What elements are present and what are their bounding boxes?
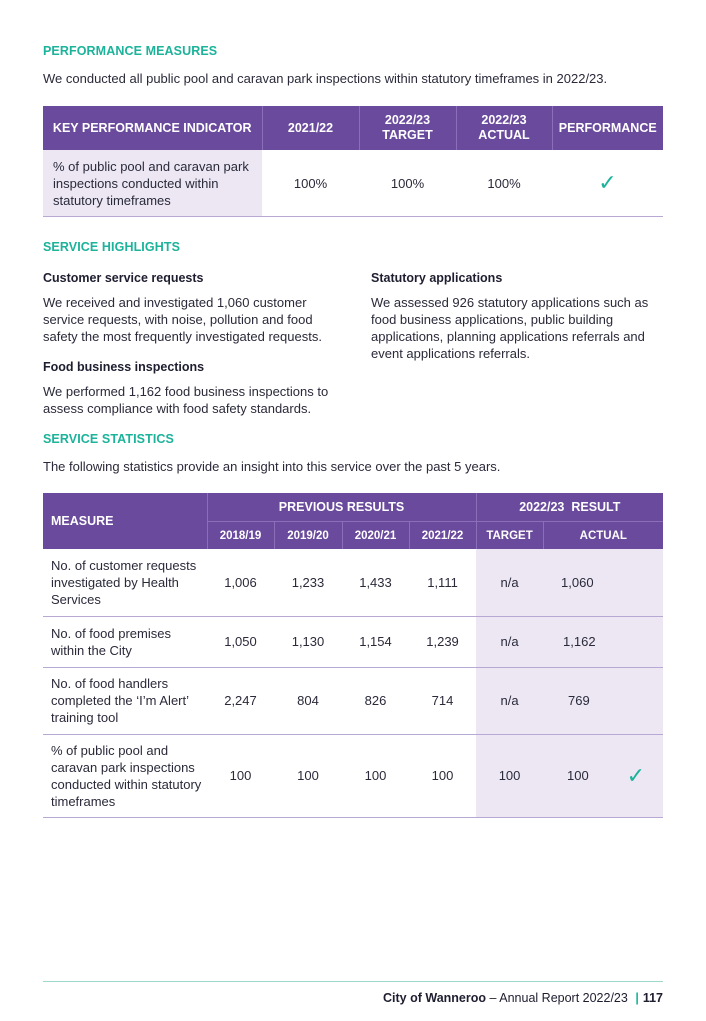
stats-value: 100 <box>342 734 409 817</box>
stats-actual: 100 <box>567 768 589 783</box>
stats-value: 1,006 <box>207 549 274 616</box>
stats-header-year: 2020/21 <box>342 522 409 550</box>
kpi-header-indicator: KEY PERFORMANCE INDICATOR <box>43 106 262 150</box>
footer-divider <box>43 981 663 982</box>
highlights-heading: SERVICE HIGHLIGHTS <box>43 240 181 254</box>
statutory-applications-text: We assessed 926 statutory applications such as food business applications, public building applications, planning applications referrals and event applications referrals. <box>371 295 649 361</box>
page-number: 117 <box>642 991 663 1005</box>
stats-value: 1,239 <box>409 616 476 667</box>
table-row <box>43 667 663 734</box>
kpi-row <box>43 150 663 217</box>
stats-target: n/a <box>476 549 543 616</box>
statutory-applications-title: Statutory applications <box>371 271 503 285</box>
stats-target: 100 <box>476 734 543 817</box>
kpi-indicator: % of public pool and caravan park inspections conducted within statutory timeframes <box>43 150 262 217</box>
stats-header-actual: ACTUAL <box>543 522 663 550</box>
food-inspections-text: We performed 1,162 food business inspections to assess compliance with food safety standards. <box>43 384 329 416</box>
statistics-intro: The following statistics provide an insight into this service over the past 5 years. <box>43 459 501 474</box>
stats-value: 1,050 <box>207 616 274 667</box>
stats-actual: 1,162 <box>543 616 663 667</box>
kpi-header-target <box>359 106 456 150</box>
footer-org: City of Wanneroo <box>383 991 487 1005</box>
stats-value: 804 <box>274 667 342 734</box>
kpi-header-actual-label: 2022/23 ACTUAL <box>478 113 530 142</box>
statistics-table <box>43 493 663 818</box>
stats-target: n/a <box>476 616 543 667</box>
stats-value: 1,233 <box>274 549 342 616</box>
stats-value: 100 <box>409 734 476 817</box>
table-row <box>43 734 663 817</box>
page-footer <box>383 991 663 1005</box>
performance-heading: PERFORMANCE MEASURES <box>43 44 218 58</box>
footer-dash: – <box>489 991 497 1005</box>
footer-separator: | <box>635 991 639 1005</box>
kpi-header-2021-22: 2021/22 <box>262 106 359 150</box>
stats-header-row-1 <box>43 493 663 522</box>
stats-header-previous: PREVIOUS RESULTS <box>207 493 476 522</box>
kpi-table <box>43 106 663 217</box>
checkmark-icon: ✓ <box>626 762 646 788</box>
stats-header-measure: MEASURE <box>43 493 207 549</box>
kpi-actual-value: 100% <box>456 150 552 217</box>
customer-requests-text: We received and investigated 1,060 customer service requests, with noise, pollution and food safety the most frequently investigated requests. <box>43 295 322 344</box>
stats-value: 2,247 <box>207 667 274 734</box>
stats-value: 1,111 <box>409 549 476 616</box>
stats-value: 100 <box>274 734 342 817</box>
table-row <box>43 549 663 616</box>
stats-value: 1,433 <box>342 549 409 616</box>
food-inspections-title: Food business inspections <box>43 360 205 374</box>
stats-actual: 769 <box>543 667 663 734</box>
stats-header-year: 2019/20 <box>274 522 342 550</box>
kpi-performance <box>552 150 663 217</box>
stats-value: 1,130 <box>274 616 342 667</box>
stats-value: 100 <box>207 734 274 817</box>
footer-report-title: Annual Report 2022/23 <box>499 991 628 1005</box>
stats-header-year: 2018/19 <box>207 522 274 550</box>
kpi-header-row <box>43 106 663 150</box>
stats-measure: % of public pool and caravan park inspections conducted within statutory timeframes <box>43 734 207 817</box>
kpi-2021-22-value: 100% <box>262 150 359 217</box>
table-row <box>43 616 663 667</box>
statistics-heading: SERVICE STATISTICS <box>43 432 174 446</box>
stats-header-target: TARGET <box>476 522 543 550</box>
kpi-header-performance: PERFORMANCE <box>552 106 663 150</box>
stats-measure: No. of food premises within the City <box>43 616 207 667</box>
stats-target: n/a <box>476 667 543 734</box>
customer-requests-title: Customer service requests <box>43 271 204 285</box>
stats-actual: 1,060 <box>543 549 663 616</box>
stats-header-result: 2022/23 RESULT <box>476 493 663 522</box>
checkmark-icon: ✓ <box>598 170 617 195</box>
stats-value: 826 <box>342 667 409 734</box>
stats-value: 714 <box>409 667 476 734</box>
stats-header-year: 2021/22 <box>409 522 476 550</box>
stats-measure: No. of food handlers completed the ‘I’m Alert’ training tool <box>43 667 207 734</box>
performance-intro: We conducted all public pool and caravan park inspections within statutory timeframes in 2022/23. <box>43 71 608 86</box>
kpi-header-actual <box>456 106 552 150</box>
stats-measure: No. of customer requests investigated by Health Services <box>43 549 207 616</box>
stats-value: 1,154 <box>342 616 409 667</box>
stats-actual-cell <box>543 734 663 817</box>
kpi-header-target-label: 2022/23 TARGET <box>382 113 433 142</box>
kpi-target-value: 100% <box>359 150 456 217</box>
